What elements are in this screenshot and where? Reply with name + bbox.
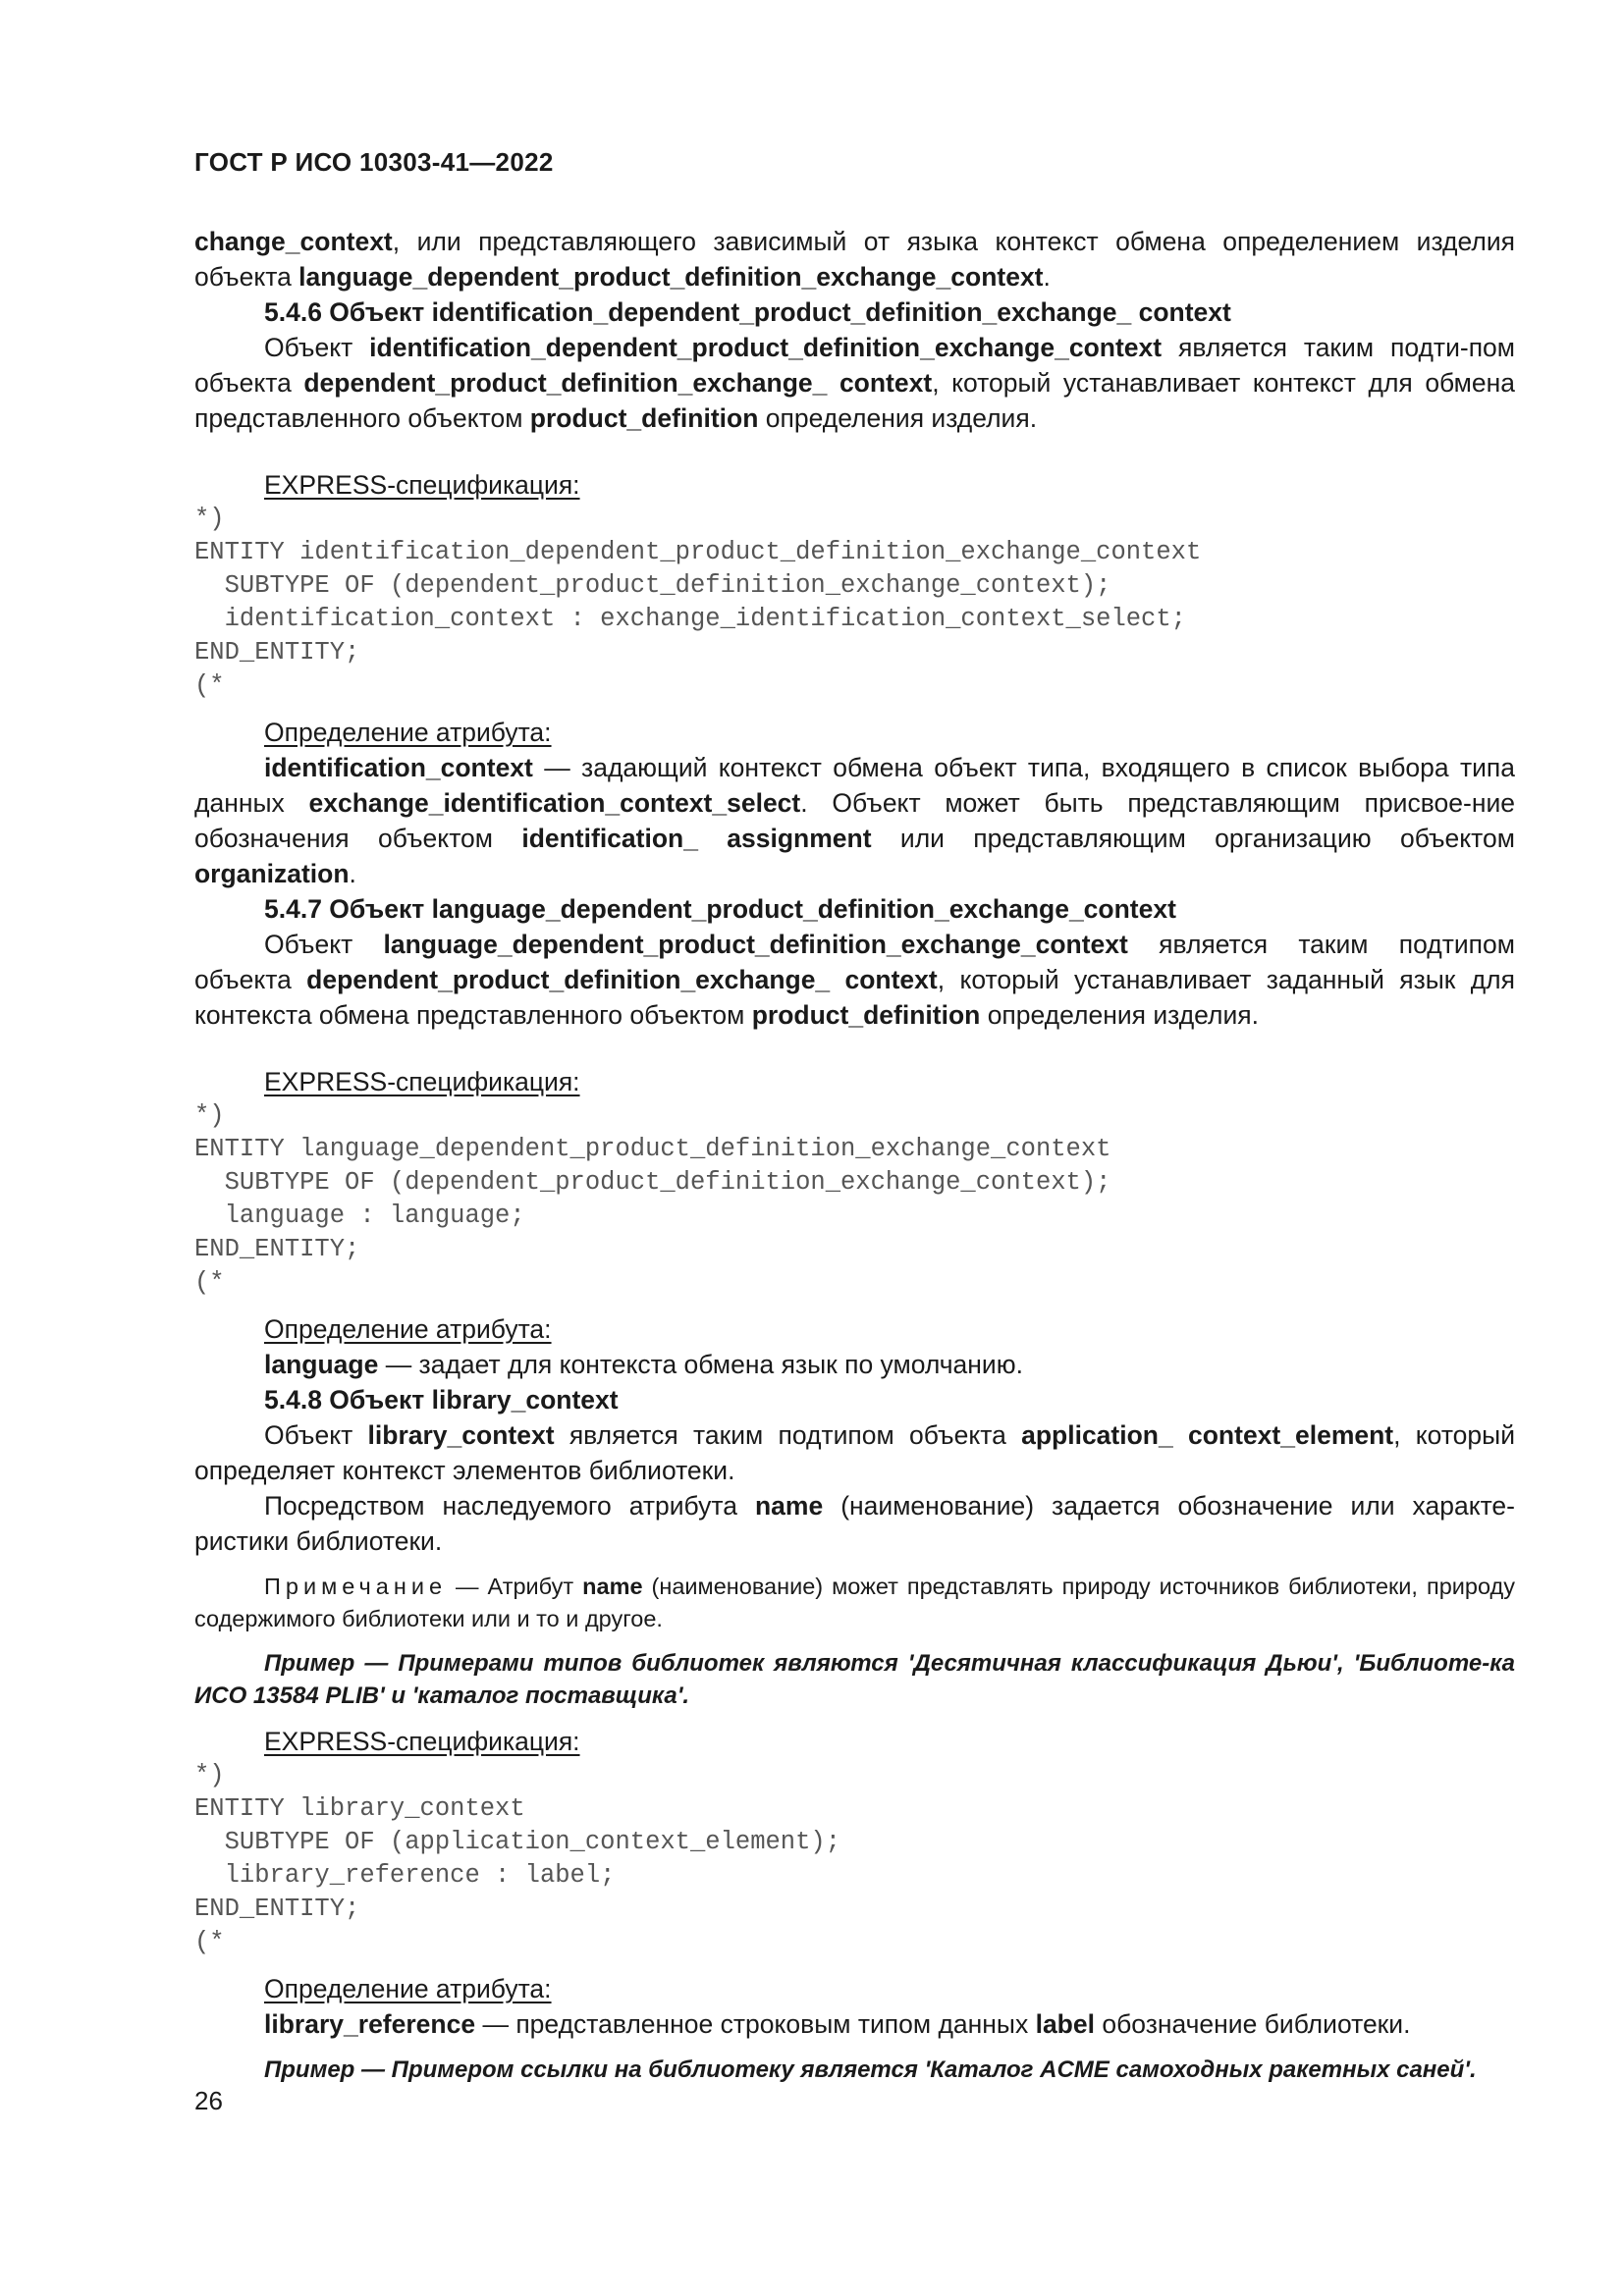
text: Посредством наследуемого атрибута bbox=[264, 1491, 755, 1521]
text: — задающий контекст обмена объект типа, входящего в список выбора типа данных bbox=[194, 753, 1515, 818]
text: , или представляющего зависимый от языка контекст обмена определением изделия объекта bbox=[194, 227, 1515, 292]
text: (наименование) задается обозначение или характе-ристики библиотеки. bbox=[194, 1491, 1515, 1556]
text: , который устанавливает контекст для обмена представленного объектом bbox=[194, 368, 1515, 433]
text: . bbox=[349, 859, 356, 888]
text: обозначение библиотеки. bbox=[1094, 2009, 1411, 2039]
express-code-block: *) ENTITY library_context SUBTYPE OF (application_context_element); library_reference : label; END_ENTITY; (* bbox=[194, 1761, 841, 1956]
page-content bbox=[194, 224, 1515, 2086]
term: application_ context_element bbox=[1021, 1420, 1394, 1450]
attribute-definition-paragraph bbox=[194, 2006, 1515, 2042]
attribute-definition-paragraph bbox=[194, 1347, 1515, 1382]
express-code-block: *) ENTITY language_dependent_product_definition_exchange_context SUBTYPE OF (dependent_product_definition_exchange_context); language : language; END_ENTITY; (* bbox=[194, 1101, 1111, 1297]
example-paragraph: Пример — Примерами типов библиотек являются 'Десятичная классификация Дьюи', 'Библиоте-ка ИСО 13584 PLIB' и 'каталог поставщика'. bbox=[194, 1650, 1515, 1709]
text: — Атрибут bbox=[447, 1574, 583, 1599]
text: . bbox=[1043, 262, 1051, 292]
attribute-definition-label: Определение атрибута: bbox=[264, 1314, 552, 1344]
term: library_context bbox=[367, 1420, 555, 1450]
term: identification_context bbox=[264, 753, 533, 782]
term: language_dependent_product_definition_exchange_context bbox=[383, 930, 1128, 959]
paragraph-5-4-7 bbox=[194, 927, 1515, 1033]
text: определения изделия. bbox=[758, 403, 1038, 433]
text: является таким подти-пом объекта bbox=[194, 333, 1516, 398]
term: dependent_product_definition_exchange_ context bbox=[306, 965, 938, 994]
term: name bbox=[582, 1574, 643, 1599]
text: определения изделия. bbox=[980, 1000, 1260, 1030]
term: label bbox=[1035, 2009, 1095, 2039]
term: name bbox=[754, 1491, 824, 1521]
term: organization bbox=[194, 859, 350, 888]
section-heading-5-4-6: 5.4.6 Объект identification_dependent_product_definition_exchange_ context bbox=[264, 297, 1231, 327]
section-heading-5-4-7: 5.4.7 Объект language_dependent_product_definition_exchange_context bbox=[264, 894, 1176, 924]
attribute-definition-paragraph bbox=[194, 750, 1515, 891]
term: library_reference bbox=[264, 2009, 476, 2039]
text: — представленное строковым типом данных bbox=[475, 2009, 1036, 2039]
term: identification_dependent_product_definition_exchange_context bbox=[369, 333, 1163, 362]
text: или представляющим организацию объектом bbox=[871, 824, 1515, 853]
term: identification_ assignment bbox=[521, 824, 872, 853]
express-spec-label: EXPRESS-спецификация: bbox=[264, 470, 580, 500]
paragraph-5-4-6 bbox=[194, 330, 1515, 436]
note-label: Примечание bbox=[264, 1574, 448, 1599]
text: является таким подтипом объекта bbox=[554, 1420, 1022, 1450]
text: (наименование) может представлять природу источников библиотеки, природу содержимого библиотеки или и то и другое. bbox=[194, 1574, 1515, 1631]
text: . Объект может быть представляющим присвое-ние обозначения объектом bbox=[194, 788, 1515, 853]
paragraph-continuation bbox=[194, 224, 1515, 294]
section-heading-5-4-8: 5.4.8 Объект library_context bbox=[264, 1385, 619, 1415]
express-code-block: *) ENTITY identification_dependent_product_definition_exchange_context SUBTYPE OF (dependent_product_definition_exchange_context); identification_context : exchange_identification_context_select; END_ENTITY; (* bbox=[194, 505, 1202, 700]
text: Объект bbox=[264, 333, 370, 362]
term: language bbox=[264, 1350, 379, 1379]
attribute-definition-label: Определение атрибута: bbox=[264, 718, 552, 747]
text: является таким подтипом объекта bbox=[194, 930, 1515, 994]
paragraph-inherited-attribute bbox=[194, 1488, 1515, 1559]
page-header: ГОСТ Р ИСО 10303-41—2022 bbox=[194, 147, 554, 177]
term: dependent_product_definition_exchange_ context bbox=[303, 368, 933, 398]
term: product_definition bbox=[529, 403, 759, 433]
note-paragraph bbox=[194, 1571, 1515, 1635]
example-paragraph: Пример — Примером ссылки на библиотеку является 'Каталог ACME самоходных ракетных саней'. bbox=[264, 2056, 1477, 2083]
term: change_context bbox=[194, 227, 393, 256]
text: — задает для контекста обмена язык по умолчанию. bbox=[378, 1350, 1023, 1379]
term: exchange_identification_context_select bbox=[308, 788, 801, 818]
attribute-definition-label: Определение атрибута: bbox=[264, 1974, 552, 2003]
term: product_definition bbox=[751, 1000, 981, 1030]
express-spec-label: EXPRESS-спецификация: bbox=[264, 1727, 580, 1756]
term: language_dependent_product_definition_exchange_context bbox=[298, 262, 1044, 292]
express-spec-label: EXPRESS-спецификация: bbox=[264, 1067, 580, 1096]
text: Объект bbox=[264, 930, 384, 959]
text: , который определяет контекст элементов библиотеки. bbox=[194, 1420, 1515, 1485]
text: Объект bbox=[264, 1420, 368, 1450]
paragraph-5-4-8 bbox=[194, 1417, 1515, 1488]
page-number: 26 bbox=[194, 2086, 223, 2115]
text: , который устанавливает заданный язык для контекста обмена представленного объектом bbox=[194, 965, 1515, 1030]
